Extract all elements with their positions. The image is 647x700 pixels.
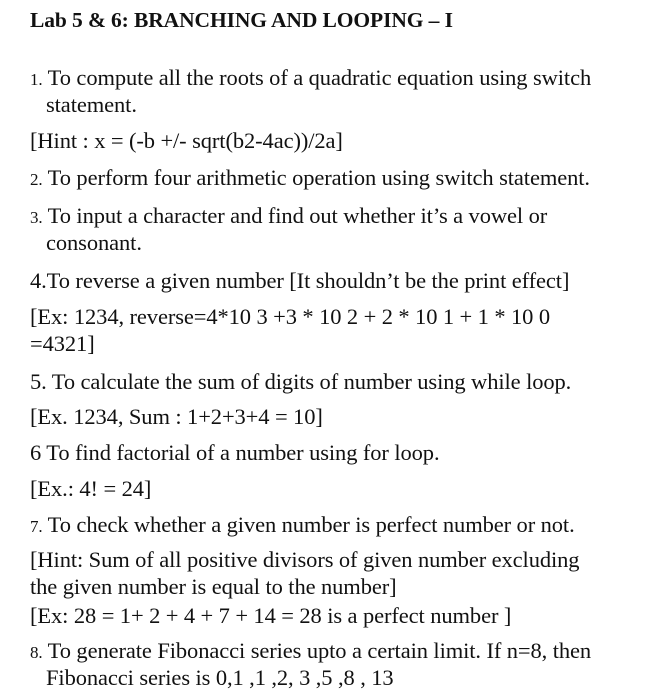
item-5: 5. To calculate the sum of digits of number using while loop. bbox=[30, 369, 572, 394]
item-1-hint: [Hint : x = (-b +/- sqrt(b2-4ac))/2a] bbox=[30, 128, 343, 153]
item-number: 7. bbox=[30, 517, 43, 536]
item-4-example-line1: [Ex: 1234, reverse=4*10 3 +3 * 10 2 + 2 * 10 1 + 1 * 10 0 bbox=[30, 304, 550, 329]
item-6: 6 To find factorial of a number using for loop. bbox=[30, 440, 440, 465]
item-8 bbox=[30, 638, 591, 666]
item-3 bbox=[30, 203, 547, 231]
item-6-example: [Ex.: 4! = 24] bbox=[30, 476, 152, 501]
item-number: 3. bbox=[30, 208, 43, 227]
page-title: Lab 5 & 6: BRANCHING AND LOOPING – I bbox=[30, 8, 453, 32]
item-2 bbox=[30, 165, 590, 193]
item-7 bbox=[30, 512, 575, 540]
item-8-continuation: Fibonacci series is 0,1 ,1 ,2, 3 ,5 ,8 , 13 bbox=[46, 665, 394, 690]
item-7-hint-line2: the given number is equal to the number] bbox=[30, 574, 397, 599]
item-7-hint-line1: [Hint: Sum of all positive divisors of given number excluding bbox=[30, 547, 580, 572]
item-text: To check whether a given number is perfect number or not. bbox=[42, 512, 575, 537]
item-number: 2. bbox=[30, 170, 43, 189]
item-1 bbox=[30, 65, 591, 93]
item-text: To input a character and find out whether it’s a vowel or bbox=[42, 203, 548, 228]
item-number: 1. bbox=[30, 70, 43, 89]
item-number: 8. bbox=[30, 643, 43, 662]
item-text: To generate Fibonacci series upto a certain limit. If n=8, then bbox=[42, 638, 592, 663]
item-3-continuation: consonant. bbox=[46, 230, 142, 255]
item-1-continuation: statement. bbox=[46, 92, 137, 117]
item-text: To perform four arithmetic operation using switch statement. bbox=[42, 165, 590, 190]
item-5-example: [Ex. 1234, Sum : 1+2+3+4 = 10] bbox=[30, 404, 323, 429]
item-7-example: [Ex: 28 = 1+ 2 + 4 + 7 + 14 = 28 is a perfect number ] bbox=[30, 603, 512, 628]
item-4-example-line2: =4321] bbox=[30, 331, 95, 356]
item-text: To compute all the roots of a quadratic equation using switch bbox=[42, 65, 592, 90]
item-4: 4.To reverse a given number [It shouldn’t be the print effect] bbox=[30, 268, 570, 293]
